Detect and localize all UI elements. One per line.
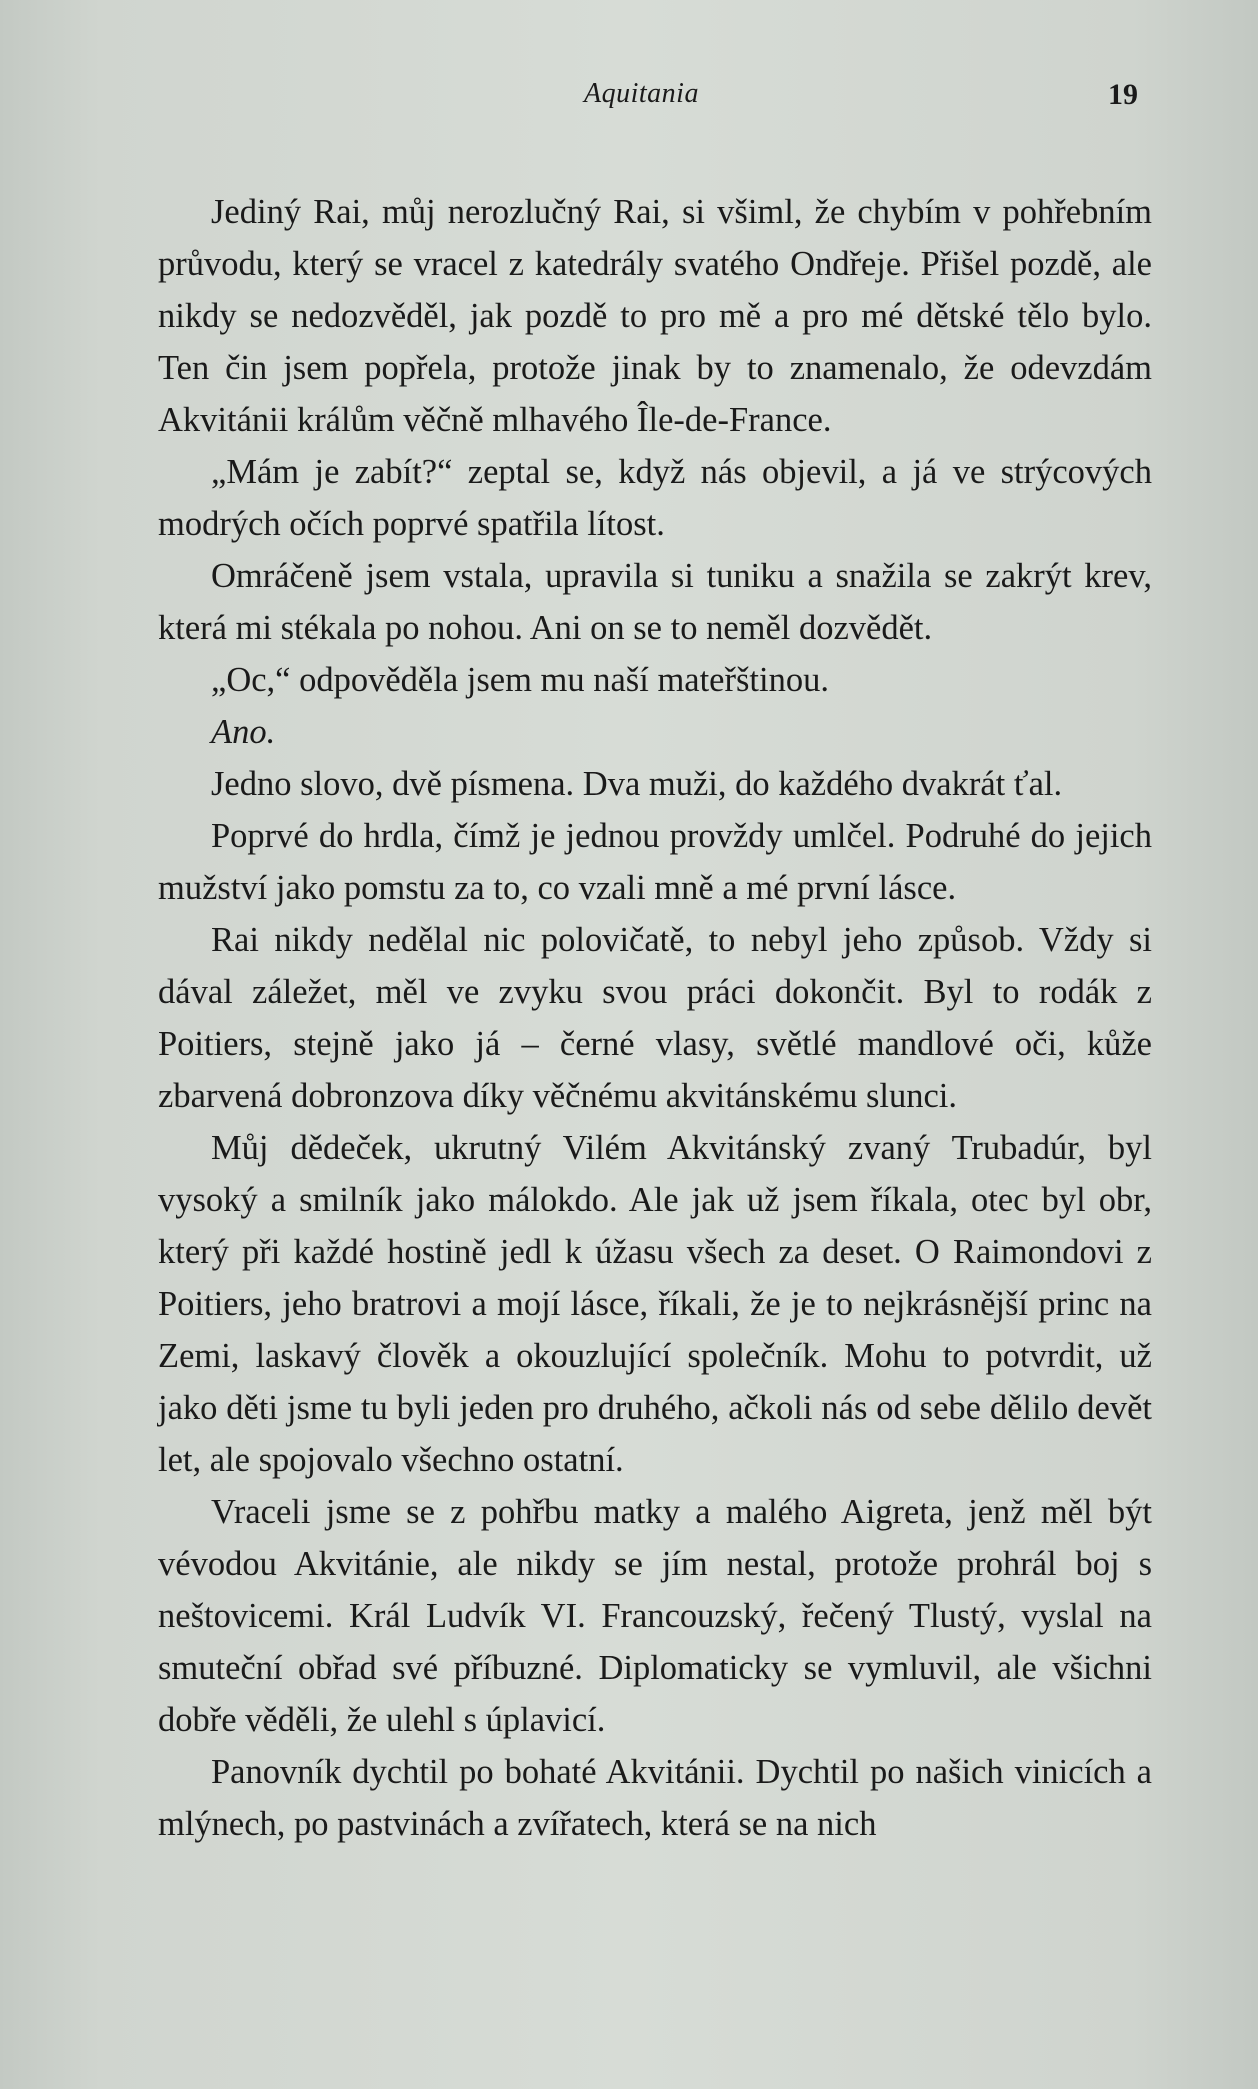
paragraph: Rai nikdy nedělal nic polovičatě, to nebyl jeho způsob. Vždy si dával záležet, měl ve zvyku svou práci dokončit. Byl to rodák z Poitiers, stejně jako já – černé vlasy, světlé mandlové oči, kůže zbarvená dobronzova díky věčnému akvitánskému slunci. xyxy=(158,921,1152,1115)
body-text xyxy=(158,186,1152,1850)
paragraph: Poprvé do hrdla, čímž je jednou provždy umlčel. Podruhé do jejich mužství jako pomstu za to, co vzali mně a mé první lásce. xyxy=(158,817,1152,907)
paragraph: Vraceli jsme se z pohřbu matky a malého Aigreta, jenž měl být vévodou Akvitánie, ale nikdy se jím nestal, protože prohrál boj s neštovicemi. Král Ludvík VI. Francouzský, řečený Tlustý, vyslal na smuteční obřad své příbuzné. Diplomaticky se vymluvil, ale všichni dobře věděli, že ulehl s úplavicí. xyxy=(158,1493,1152,1739)
paragraph-italic: Ano. xyxy=(211,713,276,751)
paragraph: Můj dědeček, ukrutný Vilém Akvitánský zvaný Trubadúr, byl vysoký a smilník jako málokdo. Ale jak už jsem říkala, otec byl obr, který při každé hostině jedl k úžasu všech za deset. O Raimondovi z Poitiers, jeho bratrovi a mojí lásce, říkali, že je to nejkrásnější princ na Zemi, laskavý člověk a okouzlující společník. Mohu to potvrdit, už jako děti jsme tu byli jeden pro druhého, ačkoli nás od sebe dělilo devět let, ale spojovalo všechno ostatní. xyxy=(158,1129,1152,1479)
running-title: Aquitania xyxy=(584,78,699,109)
running-header xyxy=(0,78,1258,118)
paragraph: Jedno slovo, dvě písmena. Dva muži, do každého dvakrát ťal. xyxy=(211,765,1063,803)
paragraph: „Mám je zabít?“ zeptal se, když nás objevil, a já ve strýcových modrých očích poprvé spatřila lítost. xyxy=(158,453,1152,543)
paragraph: Panovník dychtil po bohaté Akvitánii. Dychtil po našich vinicích a mlýnech, po pastvinách a zvířatech, která se na nich xyxy=(158,1753,1152,1843)
page-number: 19 xyxy=(1108,78,1138,111)
paragraph: Omráčeně jsem vstala, upravila si tuniku a snažila se zakrýt krev, která mi stékala po nohou. Ani on se to neměl dozvědět. xyxy=(158,557,1152,647)
paragraph: „Oc,“ odpověděla jsem mu naší mateřštinou. xyxy=(211,661,829,699)
paragraph: Jediný Rai, můj nerozlučný Rai, si všiml, že chybím v pohřebním průvodu, který se vracel z katedrály svatého Ondřeje. Přišel pozdě, ale nikdy se nedozvěděl, jak pozdě to pro mě a pro mé dětské tělo bylo. Ten čin jsem popřela, protože jinak by to znamenalo, že odevzdám Akvitánii králům věčně mlhavého Île-de-France. xyxy=(158,193,1152,439)
